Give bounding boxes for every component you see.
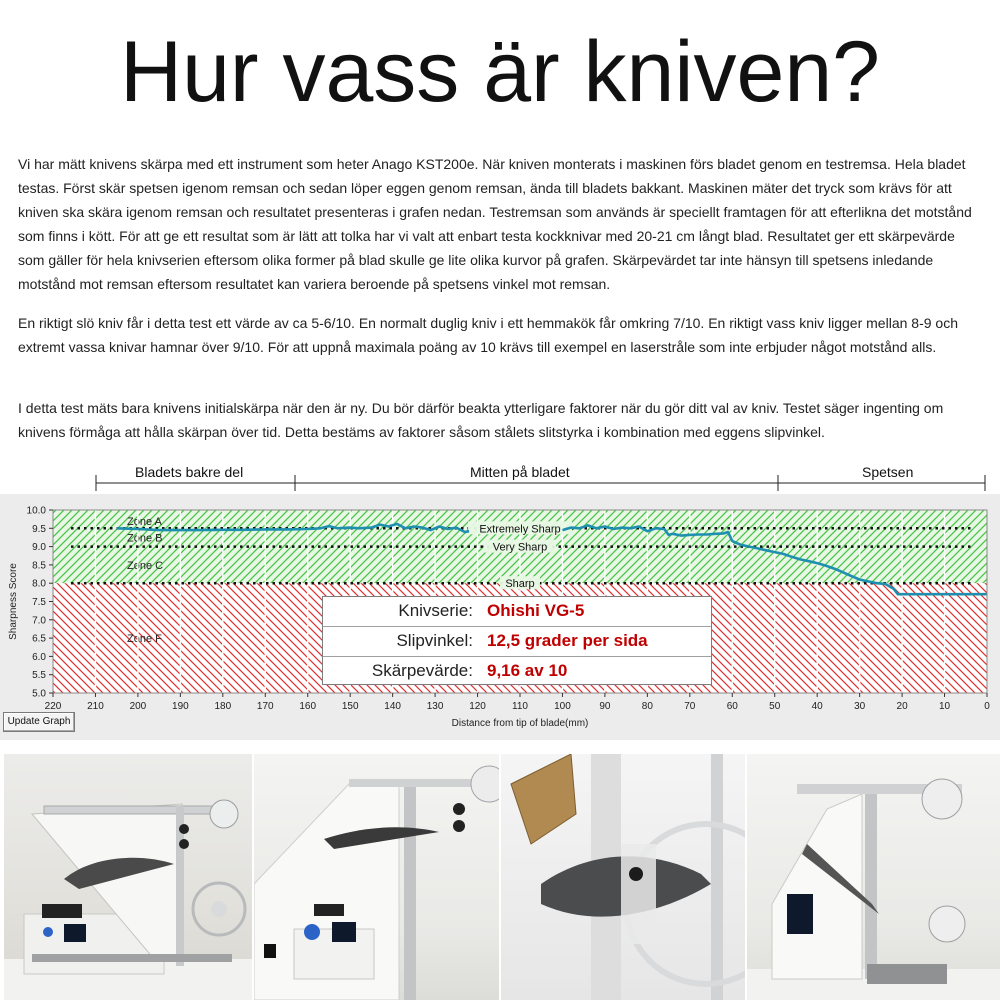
x-tick-label: 210: [87, 701, 104, 712]
y-tick-label: 8.5: [32, 560, 46, 572]
x-tick-label: 190: [172, 701, 189, 712]
series-label: Knivserie:: [398, 601, 473, 620]
zone-label: Zone F: [127, 633, 162, 646]
reference-label: Sharp: [505, 578, 535, 591]
zone-label: Zone B: [127, 532, 163, 545]
x-tick-label: 50: [769, 701, 781, 712]
info-row-series: [323, 597, 711, 627]
page-title: Hur vass är kniven?: [120, 24, 880, 120]
x-tick-label: 160: [299, 701, 317, 712]
x-tick-label: 10: [938, 701, 951, 712]
section-middle-label: Mitten på bladet: [470, 464, 570, 480]
x-tick-label: 40: [811, 701, 823, 712]
x-tick-label: 70: [684, 701, 696, 712]
y-tick-label: 7.5: [32, 597, 46, 608]
reference-label: Very Sharp: [492, 541, 548, 554]
x-axis-title: Distance from tip of blade(mm): [451, 718, 589, 729]
reference-label: Extremely Sharp: [479, 523, 561, 536]
x-tick-label: 110: [512, 701, 528, 712]
tester-closeup-illustration: [501, 754, 745, 1000]
x-tick-label: 140: [384, 701, 401, 712]
zone-label: Zone C: [127, 559, 164, 572]
x-tick-label: 80: [641, 701, 653, 712]
tester-side-illustration: [254, 754, 499, 1000]
x-tick-label: 30: [854, 701, 866, 712]
y-tick-label: 6.5: [32, 633, 46, 645]
score-value: 9,16 av 10: [487, 661, 568, 680]
y-tick-label: 5.5: [32, 670, 46, 682]
y-tick-label: 10.0: [26, 505, 46, 517]
instrument-photo-strip: [0, 754, 1000, 1000]
x-tick-label: 100: [554, 701, 571, 712]
angle-value: 12,5 grader per sida: [487, 631, 648, 650]
section-tip-label: Spetsen: [862, 464, 914, 480]
x-tick-label: 20: [896, 701, 908, 712]
y-tick-label: 6.0: [32, 651, 46, 663]
score-label: Skärpevärde:: [371, 661, 473, 680]
angle-label: Slipvinkel:: [396, 631, 473, 650]
x-tick-label: 170: [256, 701, 274, 712]
instrument-photo-angle: [747, 754, 1000, 1000]
series-value: Ohishi VG-5: [487, 601, 585, 620]
knife-info-box: [322, 596, 712, 685]
x-tick-label: 0: [984, 701, 990, 712]
x-tick-label: 60: [726, 701, 738, 712]
x-tick-label: 90: [599, 701, 611, 712]
y-tick-label: 5.0: [32, 688, 46, 700]
y-tick-label: 8.0: [32, 578, 46, 590]
y-tick-label: 7.0: [32, 615, 46, 627]
x-tick-label: 150: [341, 701, 359, 712]
x-tick-label: 180: [214, 701, 232, 712]
instrument-photo-closeup: [501, 754, 745, 1000]
x-tick-label: 220: [44, 701, 62, 712]
y-tick-label: 9.0: [32, 542, 46, 554]
zone-label: Zone A: [127, 515, 162, 528]
y-tick-label: 9.5: [32, 523, 46, 535]
section-back-label: Bladets bakre del: [135, 464, 244, 480]
scale-paragraph: En riktigt slö kniv får i detta test ett värde av ca 5-6/10. En normalt duglig kniv i ett hemmakök får omkring 7/10. En riktigt vass kniv ligger mellan 8-9 och extremt vassa knivar hamnar över 9/10. För att uppnå maximala poäng av 10 krävs till exempel en laserstråle som inte erbjuder något motstånd alls.: [18, 315, 958, 355]
info-row-score: [323, 657, 711, 686]
blade-section-bar: [0, 460, 1000, 496]
y-axis-title: Sharpness Score: [8, 563, 19, 640]
instrument-photo-side: [254, 754, 499, 1000]
x-tick-label: 120: [469, 701, 486, 712]
tester-angle-illustration: [747, 754, 1000, 1000]
intro-paragraph: Vi har mätt knivens skärpa med ett instrument som heter Anago KST200e. När kniven monterats i maskinen förs bladet genom en testremsa. Hela bladet testas. Först skär spetsen igenom remsan och sedan löper eggen genom remsan, ända till bladets bakkant. Maskinen mäter det tryck som krävs för att kniven ska skära igenom remsan och resultatet presenteras i grafen nedan. Testremsan som används är speciellt framtagen för att efterlikna det motstånd som finns i kött. För att ge ett resultat som är lätt att tolka har vi valt att enbart testa kockknivar med 20-21 cm långt blad. Resultatet ger ett skärpevärde som gäller för hela knivserien eftersom olika former på blad skulle ge lite olika kurvor på grafen. Skärpevärdet tar inte hänsyn till spetsens inledande motstånd mot remsan eftersom resultatet kan variera beroende på spetsens vinkel mot remsan.: [18, 156, 972, 292]
update-graph-button[interactable]: Update Graph: [3, 712, 75, 732]
tester-front-illustration: [4, 754, 252, 1000]
x-tick-label: 130: [426, 701, 444, 712]
note-paragraph: I detta test mäts bara knivens initialskärpa när den är ny. Du bör därför beakta ytterligare faktorer när du gör ditt val av kniv. Testet säger ingenting om knivens förmåga att hålla skärpan över tid. Detta bestäms av faktorer såsom stålets slitstyrka i kombination med eggens slipvinkel.: [18, 400, 944, 440]
info-row-angle: [323, 627, 711, 657]
x-tick-label: 200: [129, 701, 147, 712]
instrument-photo-front: [4, 754, 252, 1000]
